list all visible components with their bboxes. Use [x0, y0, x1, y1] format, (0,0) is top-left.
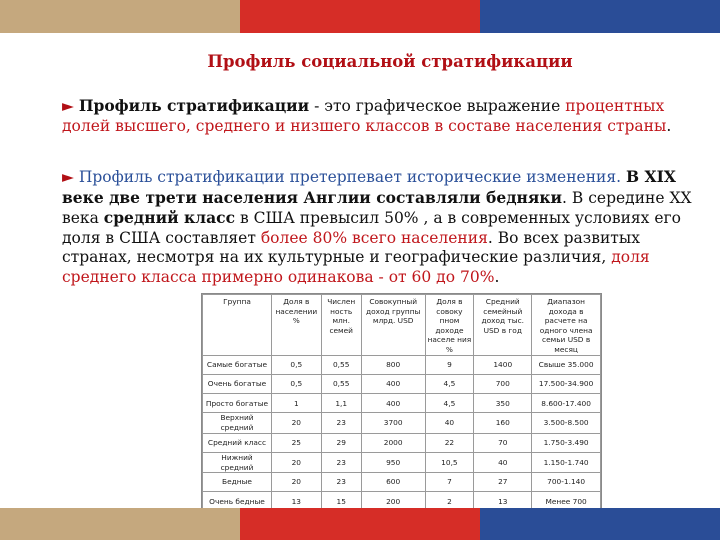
table-cell: 0,55	[321, 374, 361, 393]
history-middle-class: средний класс	[103, 208, 236, 227]
table-cell: 400	[361, 394, 425, 413]
table-cell-group: Просто богатые	[203, 394, 272, 413]
table-cell: 350	[474, 394, 532, 413]
table-cell: 800	[361, 355, 425, 374]
table-row	[203, 394, 601, 413]
table-cell: 1400	[474, 355, 532, 374]
definition-start: - это графическое выражение	[309, 97, 561, 115]
table-cell: 1.150-1.740	[532, 452, 601, 472]
definition-highlight: процентных долей высшего, среднего и низшего классов в составе населения страны	[62, 97, 667, 135]
history-text-1: . В середине XX века	[62, 188, 692, 227]
table-cell: 23	[321, 413, 361, 433]
table-cell: 13	[272, 492, 322, 511]
slide-title: Профиль социальной стратификации	[207, 52, 573, 71]
table-cell: 10,5	[425, 452, 474, 472]
table-header-row	[203, 295, 601, 356]
table-cell: 23	[321, 473, 361, 492]
table-cell: 1	[272, 394, 322, 413]
table-cell-group: Средний класс	[203, 433, 272, 452]
table-cell-group: Очень бедные	[203, 492, 272, 511]
history-england-fact: В XIX веке две трети населения Англии составляли бедняки	[62, 167, 676, 207]
header-population-share: Доля в населении %	[272, 295, 322, 356]
bottom-band-blue	[480, 508, 720, 540]
table-cell: 0,5	[272, 374, 322, 393]
table-cell: 25	[272, 433, 322, 452]
table-cell: 13	[474, 492, 532, 511]
table-cell: 8.600-17.400	[532, 394, 601, 413]
table-cell: 4,5	[425, 394, 474, 413]
table-row	[203, 374, 601, 393]
table-cell: 3.500-8.500	[532, 413, 601, 433]
table-cell: 40	[425, 413, 474, 433]
header-total-income: Совокупный доход группы млрд. USD	[361, 295, 425, 356]
table-cell-group: Самые богатые	[203, 355, 272, 374]
table-row	[203, 355, 601, 374]
header-income-share: Доля в совоку пном доходе населе ния %	[425, 295, 474, 356]
history-text-4: .	[494, 267, 500, 286]
history-intro: Профиль стратификации претерпевает исторические изменения.	[78, 168, 622, 186]
table-cell: 23	[321, 452, 361, 472]
table-cell: 2	[425, 492, 474, 511]
table-cell: 600	[361, 473, 425, 492]
table-cell: 0,5	[272, 355, 322, 374]
definition-end: .	[666, 116, 672, 135]
table-cell: 29	[321, 433, 361, 452]
bottom-band-red	[240, 508, 480, 540]
table-cell: 2000	[361, 433, 425, 452]
table-cell-group: Очень богатые	[203, 374, 272, 393]
top-band-blue	[480, 0, 720, 33]
table-cell: 20	[272, 473, 322, 492]
paragraph-history	[62, 167, 696, 287]
table-cell: 17.500-34.900	[532, 374, 601, 393]
table-row	[203, 473, 601, 492]
table-cell-group: Бедные	[203, 473, 272, 492]
top-band-red	[240, 0, 480, 33]
table-cell: 200	[361, 492, 425, 511]
header-income-range: Диапазон дохода в расчете на одного члена семьи USD в месяц	[532, 295, 601, 356]
table-row	[203, 452, 601, 472]
table-cell: 7	[425, 473, 474, 492]
history-text-3: . Во всех развитых странах, несмотря на их культурные и географические различия,	[62, 228, 640, 266]
table-cell-group: Нижний средний	[203, 452, 272, 472]
table-cell-group: Верхний средний	[203, 413, 272, 433]
table-cell: 400	[361, 374, 425, 393]
stratification-table	[202, 294, 601, 512]
header-families-count: Числен ность млн. семей	[321, 295, 361, 356]
header-group: Группа	[203, 295, 272, 356]
stratification-table-image	[201, 293, 602, 515]
table-cell: 20	[272, 452, 322, 472]
table-cell: 70	[474, 433, 532, 452]
table-cell: 160	[474, 413, 532, 433]
table-cell: 0,55	[321, 355, 361, 374]
table-cell: 4,5	[425, 374, 474, 393]
table-cell: 40	[474, 452, 532, 472]
table-cell: 15	[321, 492, 361, 511]
history-text-2: в США превысил 50% , а в современных условиях его доля в США составляет	[62, 209, 681, 247]
table-cell: 700	[474, 374, 532, 393]
table-cell: 1.750-3.490	[532, 433, 601, 452]
table-row	[203, 413, 601, 433]
bullet-arrow-icon: ►	[62, 97, 74, 115]
table-cell: 27	[474, 473, 532, 492]
table-cell: 950	[361, 452, 425, 472]
table-cell: 1,1	[321, 394, 361, 413]
paragraph-definition	[62, 96, 696, 136]
history-usa-share: более 80% всего населения	[260, 228, 488, 247]
table-cell: 700-1.140	[532, 473, 601, 492]
header-avg-family-income: Средний семейный доход тыс. USD в год	[474, 295, 532, 356]
table-cell: 20	[272, 413, 322, 433]
term-stratification-profile: Профиль стратификации	[78, 96, 310, 115]
table-cell: Свыше 35.000	[532, 355, 601, 374]
top-band-gold	[0, 0, 240, 33]
table-cell: 9	[425, 355, 474, 374]
bullet-arrow-icon: ►	[62, 168, 74, 186]
table-cell: 22	[425, 433, 474, 452]
table-cell: Менее 700	[532, 492, 601, 511]
table-row	[203, 433, 601, 452]
table-cell: 3700	[361, 413, 425, 433]
history-developed-share: доля среднего класса примерно одинакова - от 60 до 70%	[62, 248, 650, 286]
bottom-band-gold	[0, 508, 240, 540]
